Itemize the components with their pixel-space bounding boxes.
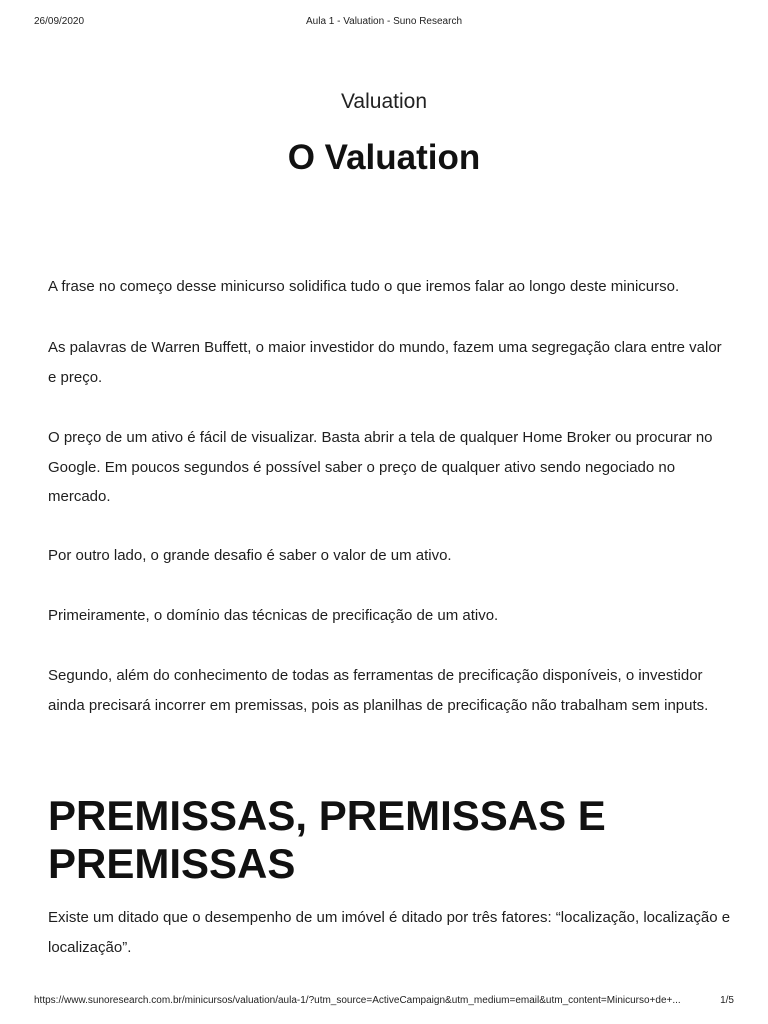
print-page-number: 1/5 [720, 995, 734, 1006]
print-url: https://www.sunoresearch.com.br/minicursos/valuation/aula-1/?utm_source=ActiveCampaign&utm_medium=email&utm_content=Minicurso+de+... [34, 995, 681, 1006]
article-paragraph: As palavras de Warren Buffett, o maior investidor do mundo, fazem uma segregação clara entre valor e preço. [48, 339, 722, 386]
print-page-title: Aula 1 - Valuation - Suno Research [305, 16, 462, 27]
print-footer [0, 995, 768, 1009]
print-header [0, 16, 768, 30]
article-paragraph: Primeiramente, o domínio das técnicas de precificação de um ativo. [48, 607, 499, 624]
article-paragraph: Por outro lado, o grande desafio é saber o valor de um ativo. [48, 547, 452, 564]
article-paragraph: A frase no começo desse minicurso solidifica tudo o que iremos falar ao longo deste minicurso. [48, 278, 680, 295]
article-title: O Valuation [287, 138, 481, 177]
section-paragraph: Existe um ditado que o desempenho de um imóvel é ditado por três fatores: “localização, localização e localização”. [48, 909, 731, 956]
article-paragraph: Segundo, além do conhecimento de todas as ferramentas de precificação disponíveis, o investidor ainda precisará incorrer em premissas, pois as planilhas de precificação não trabalham sem inputs. [48, 667, 709, 714]
section-heading: PREMISSAS, PREMISSAS E PREMISSAS [48, 792, 606, 887]
print-date: 26/09/2020 [34, 16, 85, 27]
article-paragraph: O preço de um ativo é fácil de visualizar. Basta abrir a tela de qualquer Home Broker ou procurar no Google. Em poucos segundos é possível saber o preço de qualquer ativo sendo negociado no mercado. [48, 429, 713, 505]
article-category: Valuation [340, 90, 427, 113]
